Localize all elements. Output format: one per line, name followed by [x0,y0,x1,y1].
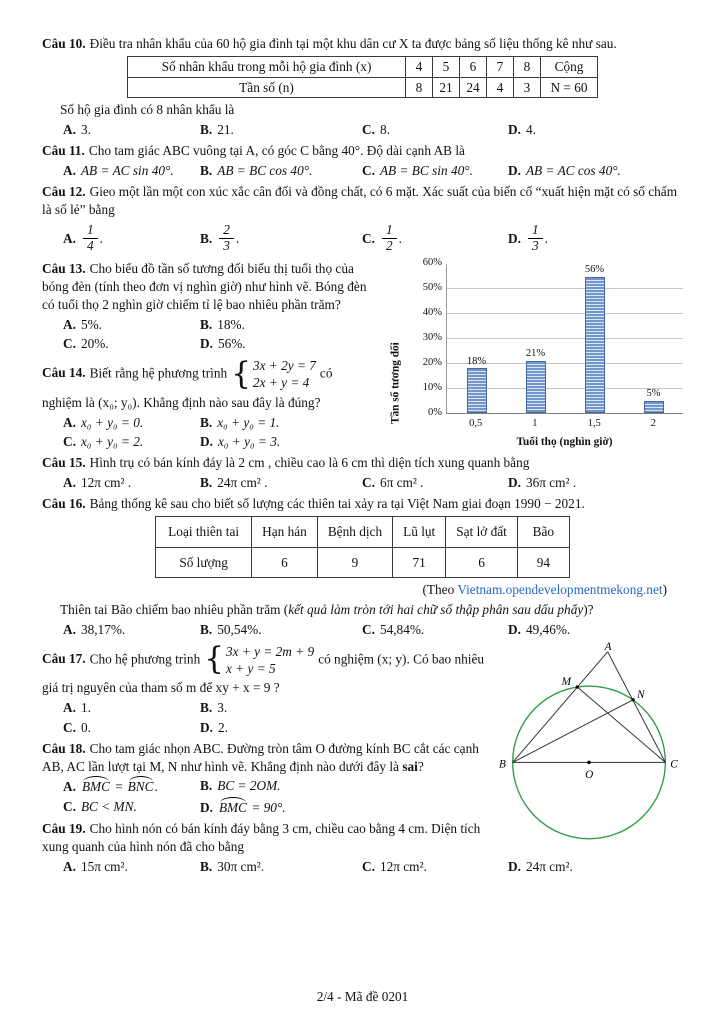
option-text: 30π cm². [217,858,265,874]
question-label: Câu 14. [42,365,86,381]
question-11 [42,142,683,180]
option-c [63,335,200,353]
source-prefix: (Theo [422,582,458,598]
option-text: 5%. [80,316,102,332]
source-suffix: ) [662,582,667,598]
option-d [200,798,462,817]
option-text: 4. [525,122,536,138]
question-19-options [42,858,683,876]
option-letter: A. [63,779,76,795]
fraction-numerator: 1 [382,223,397,239]
chart-x-tick: 1 [532,418,538,430]
option-letter: B. [200,414,213,430]
label-M: M [561,675,571,688]
question-12 [42,183,683,257]
table-source [42,581,683,599]
label-A: A [604,641,612,653]
option-a [63,777,200,796]
option-d [508,162,683,180]
option-c [362,162,508,180]
question-14-prompt: nghiệm là (x₀; y₀). Khẳng định nào sau đây là đúng? [42,394,321,410]
question-label: Câu 13. [42,261,86,277]
option-d [508,858,683,876]
question-label: Câu 17. [42,651,86,667]
option-letter: A. [63,230,76,246]
table-cell: 6 [460,56,487,77]
table-cell: Lũ lụt [393,516,446,547]
option-letter: A. [63,316,76,332]
option-text: x₀ + y₀ = 2. [80,434,144,450]
table-cell: 94 [517,547,569,578]
chart-y-axis-label: Tần số tương đối [389,342,402,425]
option-letter: B. [200,700,213,716]
option-text: 3. [80,122,91,138]
chart-x-axis-label: Tuổi thọ (nghìn giờ) [516,436,613,449]
prompt-text: )? [583,602,594,618]
option-tail: . [544,230,548,246]
option-text: = [111,779,127,795]
table-cell: 71 [393,547,446,578]
table-cell: 9 [317,547,392,578]
option-letter: D. [508,475,521,491]
chart-bar-slot [624,264,683,413]
table-cell: 8 [514,56,541,77]
option-a [63,699,200,717]
option-text: 12π cm². [379,858,427,874]
option-letter: D. [508,162,521,178]
fraction-denominator: 4 [86,238,94,254]
label-N: N [636,688,645,701]
chart-bar [526,361,546,414]
chart-plot-area [422,257,683,419]
equation-2: 2x + y = 4 [252,375,310,391]
table-row [128,77,598,98]
chart-bar-value-label: 56% [584,264,605,276]
option-text: 56%. [217,336,246,352]
option-text: 20%. [80,336,109,352]
table-cell: 7 [487,56,514,77]
label-B: B [498,758,506,771]
option-letter: D. [200,336,213,352]
option-letter: D. [200,719,213,735]
option-text: = 90°. [248,800,286,816]
option-d [508,121,683,139]
question-17-options [42,699,462,737]
chart-y-tick: 10% [422,382,442,394]
question-text: Điều tra nhân khẩu của 60 hộ gia đình tại một khu dân cư X ta được bảng số liệu thống kê như sau. [89,36,617,51]
option-b [200,414,382,432]
table-cell: Cộng [541,56,598,77]
option-b [200,777,462,796]
option-text: 3. [217,700,228,716]
question-text: Gieo một lần một con xúc xắc cân đối và đồng chất, có 6 mặt. Xác suất của biến cố “xuất hiện mặt có số chấm là số lẻ” bằng [42,183,678,217]
option-letter: C. [63,434,76,450]
fraction-denominator: 2 [385,238,393,254]
question-text: Hình trụ có bán kính đáy là 2 cm , chiều cao là 6 cm thì diện tích xung quanh bằng [89,455,530,471]
option-d [508,621,683,639]
page-footer: 2/4 - Mã đề 0201 [316,989,409,1005]
option-c [362,621,508,639]
point-O [587,760,591,764]
label-O: O [585,768,594,781]
table-cell: 6 [252,547,318,578]
fraction-denominator: 3 [531,238,539,254]
question-10-options [42,121,683,139]
question-text: ? [417,758,424,774]
question-text: Bảng thống kê sau cho biết số lượng các thiên tai xảy ra tại Việt Nam giai đoạn 1990 − 2021. [89,495,585,511]
option-b [200,220,362,257]
question-16-options [42,621,683,639]
chart-bar [644,401,664,414]
option-text: 15π cm². [80,858,128,874]
option-tail: . [235,230,240,246]
fraction [83,223,98,254]
question-12-options [42,220,683,257]
option-d [200,433,382,451]
chart-bar [467,368,487,413]
option-c [63,798,200,817]
option-letter: C. [362,162,375,178]
table-header-cell: Tần số (n) [128,77,406,98]
equation-system [231,357,316,392]
fraction-numerator: 1 [528,223,543,239]
question-10-table [127,56,598,99]
segment-AC [608,652,666,763]
question-16-table [155,516,570,579]
option-letter: B. [200,122,213,138]
fraction-numerator: 1 [83,223,98,239]
option-letter: A. [63,621,76,637]
option-b [200,699,462,717]
option-text: 49,46%. [525,621,571,637]
chart-bar-slot [506,264,565,413]
option-c [362,858,508,876]
question-text: Cho biểu đồ tần số tương đối biểu thị tuổi thọ của bóng đèn (tính theo đơn vị nghìn giờ) như hình vẽ. Bóng đèn có tuổi thọ 2 nghìn giờ chiếm tỉ lệ bao nhiêu phần trăm? [42,261,367,312]
table-cell: Bão [517,516,569,547]
table-cell: N = 60 [541,77,598,98]
angle-with-hat: BNC [127,779,154,795]
angle-with-hat: BMC [218,800,248,816]
option-b [200,316,382,334]
option-c [362,474,508,492]
option-b [200,621,362,639]
equation-1: 3x + y = 2m + 9 [225,643,315,659]
option-letter: D. [508,858,521,874]
option-letter: A. [63,162,76,178]
chart-y-tick: 60% [422,257,442,269]
option-text: 18%. [217,316,245,332]
question-10-prompt: Số hộ gia đình có 8 nhân khẩu là [60,102,235,118]
option-letter: A. [63,122,76,138]
option-letter: D. [508,122,521,138]
question-label: Câu 12. [42,183,86,199]
option-letter: B. [200,230,213,246]
prompt-text: Thiên tai Bão chiếm bao nhiêu phần trăm ( [60,602,289,618]
table-cell: 3 [514,77,541,98]
chart-bar-value-label: 18% [466,355,487,367]
option-text: 24π cm². [525,858,573,874]
table-cell: 24 [460,77,487,98]
option-c [63,719,200,737]
option-d [200,719,462,737]
option-text: 36π cm² . [525,475,577,491]
option-letter: B. [200,475,213,491]
option-letter: D. [200,800,213,816]
chart-y-tick: 0% [428,407,442,419]
option-d [200,335,382,353]
table-row [156,547,570,578]
equation-system [204,643,314,678]
question-16-prompt [42,601,683,619]
equation-2: x + y = 5 [225,661,276,677]
equation-1: 3x + 2y = 7 [252,358,316,374]
question-text: Biết rằng hệ phương trình [89,365,228,381]
question-18-options [42,777,462,817]
question-text: Cho tam giác nhọn ABC. Đường tròn tâm O đường kính BC cắt các cạnh AB, AC lần lượt tại M, N như hình vẽ. Khẳng định nào dưới đây là [42,740,479,774]
option-a [63,621,200,639]
question-text: có nghiệm (x; y). Có bao nhiêu [318,651,484,667]
option-text: 6π cm² . [379,475,424,491]
emphasized-word: sai [402,758,418,774]
angle-with-hat: BMC [81,779,111,795]
chart-x-tick: 0,5 [469,418,483,430]
option-d [508,220,683,257]
question-label: Câu 18. [42,740,86,756]
option-text: AB = BC cos 40°. [217,162,313,178]
option-letter: D. [508,621,521,637]
option-text: 50,54%. [217,621,262,637]
question-16-intro [42,495,683,513]
table-cell: Sạt lở đất [446,516,518,547]
segment-AB [513,652,608,763]
option-a [63,474,200,492]
q18-circle-diagram [497,642,683,843]
chart-x-tick: 1,5 [587,418,601,430]
option-letter: D. [200,434,213,450]
option-letter: A. [63,475,76,491]
option-text: AB = AC sin 40°. [80,162,174,178]
option-b [200,162,362,180]
question-label: Câu 19. [42,821,86,837]
option-letter: D. [508,230,521,246]
table-cell: 4 [406,56,433,77]
table-cell: Bệnh dịch [317,516,392,547]
question-15-intro [42,454,683,472]
option-d [508,474,683,492]
question-text: Cho hình nón có bán kính đáy bằng 3 cm, chiều cao bằng 4 cm. Diện tích xung quanh của hình nón đã cho bằng [42,821,481,854]
option-letter: C. [362,858,375,874]
question-text: có [319,365,333,381]
question-label: Câu 10. [42,36,86,51]
option-a [63,220,200,257]
option-letter: C. [362,475,375,491]
option-a [63,121,200,139]
option-c [63,433,200,451]
option-tail: . [99,230,103,246]
option-letter: A. [63,700,76,716]
chart-bar [585,277,605,413]
option-letter: B. [200,778,213,794]
point-N [631,698,634,701]
option-text: x₀ + y₀ = 1. [217,414,280,430]
fraction [382,223,397,254]
segment-BN [513,700,633,763]
question-label: Câu 15. [42,455,86,471]
table-row [128,56,598,77]
option-tail: . [398,230,402,246]
prompt-italic: kết quả làm tròn tới hai chữ số thập phân sau dấu phẩy [288,602,584,618]
option-text: 2. [217,719,228,735]
option-a [63,162,200,180]
question-text: Cho tam giác ABC vuông tại A, có góc C bằng 40°. Độ dài cạnh AB là [88,143,465,159]
option-text: 54,84%. [379,621,425,637]
system-brace: { [204,641,224,678]
option-tail: . [154,779,158,795]
question-11-intro [42,142,683,160]
option-letter: C. [63,799,76,815]
option-text: x₀ + y₀ = 3. [217,434,281,450]
question-label: Câu 16. [42,495,86,511]
chart-x-tick: 2 [650,418,656,430]
option-text: x₀ + y₀ = 0. [80,414,144,430]
chart-y-tick: 50% [422,282,442,294]
chart-bar-value-label: 21% [525,348,546,360]
option-b [200,474,362,492]
question-14-options [42,414,382,452]
table-cell: 8 [406,77,433,98]
table-cell: 4 [487,77,514,98]
question-15-options [42,474,683,492]
question-16 [42,495,683,639]
option-c [362,121,508,139]
question-15 [42,454,683,492]
table-cell: 5 [433,56,460,77]
chart-y-tick: 30% [422,332,442,344]
question-11-options [42,162,683,180]
fraction [219,223,234,254]
option-letter: C. [63,336,76,352]
option-a [63,414,200,432]
fraction-denominator: 3 [223,238,230,254]
question-10-intro [42,35,683,53]
option-letter: A. [63,858,76,874]
table-header-cell: Số lượng [156,547,252,578]
option-b [200,858,362,876]
option-letter: B. [200,162,213,178]
question-17-prompt: giá trị nguyên của tham số m để xy + x = 9 ? [42,680,280,696]
table-cell: 6 [446,547,518,578]
option-text: 21. [217,122,234,138]
option-text: 8. [379,122,390,138]
system-brace: { [231,355,251,392]
chart-y-tick: 20% [422,357,442,369]
question-label: Câu 11. [42,143,85,159]
option-letter: B. [200,621,213,637]
option-letter: C. [362,621,375,637]
chart-bar-slot [447,264,506,413]
option-a [63,316,200,334]
segment-CM [577,687,665,762]
option-letter: A. [63,414,76,430]
option-text: BC < MN. [80,799,137,815]
option-text: 1. [80,700,91,716]
table-header-cell: Loại thiên tai [156,516,252,547]
chart-y-tick: 40% [422,307,442,319]
question-text: Cho hệ phương trình [89,651,201,667]
question-12-intro [42,183,683,219]
table-row [156,516,570,547]
label-C: C [670,758,678,771]
question-10 [42,35,683,139]
q13-bar-chart [388,257,683,450]
geometry-figure [497,642,683,843]
option-text: 0. [80,719,91,735]
fraction [528,223,543,254]
option-text: 12π cm² . [80,475,132,491]
option-text: 38,17%. [80,621,126,637]
option-c [362,220,508,257]
table-header-cell: Số nhân khẩu trong mỗi hộ gia đình (x) [128,56,406,77]
point-M [576,685,579,688]
option-text: AB = BC sin 40°. [379,162,473,178]
chart-bar-value-label: 5% [646,388,661,400]
option-text: 24π cm² . [217,475,268,491]
option-letter: C. [63,719,76,735]
fraction-numerator: 2 [219,223,234,239]
option-text: AB = AC cos 40°. [525,162,621,178]
option-letter: C. [362,230,375,246]
table-cell: Hạn hán [252,516,318,547]
option-text: BC = 2OM. [217,778,281,794]
option-letter: B. [200,316,213,332]
chart-x-ticks [446,417,683,431]
question-13-options [42,316,382,354]
option-a [63,858,200,876]
chart-bar-slot [565,264,624,413]
option-letter: C. [362,122,375,138]
option-letter: B. [200,858,213,874]
source-link[interactable]: Vietnam.opendevelopmentmekong.net [457,582,663,598]
table-cell: 21 [433,77,460,98]
option-b [200,121,362,139]
